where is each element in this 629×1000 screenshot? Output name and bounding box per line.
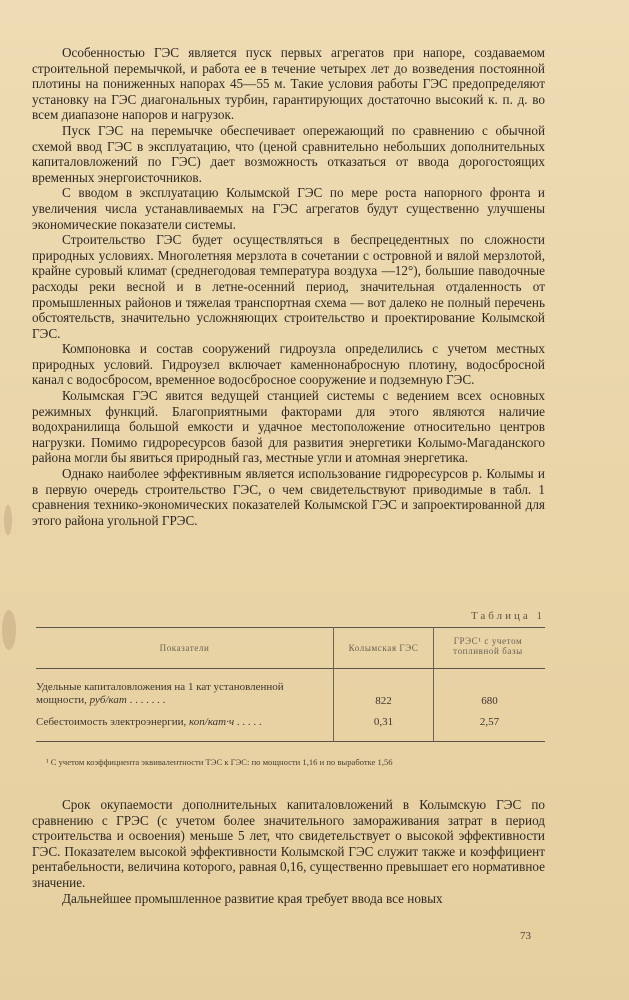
- paragraph: Срок окупаемости дополнительных капиталовложений в Колымскую ГЭС по сравнению с ГРЭС (с учетом более значительного замораживания затрат в период строительства и освоения) меньше 5 лет, что свидетельствует о высокой эффективности ГЭС. Показателем высокой эффективности Колымской ГЭС служит также и коэффициент рентабельности, величина которого, равная 0,16, существенно превышает его нормативное значение.: [32, 797, 545, 890]
- paper-stain: [4, 505, 12, 535]
- paragraph: Строительство ГЭС будет осуществляться в беспрецедентных по сложности природных условиях. Многолетняя мерзлота в сочетании с островной и вялой мерзлотой, крайне суровый климат (среднегодовая температура воздуха —12°), большие паводочные расходы реки весной и в летне-осенний период, значительная отдаленность от промышленных районов и тяжелая транспортная схема — вот далеко не полный перечень обстоятельств, значительно усложняющих строительство и проектирование Колымской ГЭС.: [32, 232, 545, 341]
- table-header-indicators: Показатели: [159, 643, 210, 653]
- table-cell-value: 680: [481, 695, 498, 707]
- table-cell-value: 2,57: [479, 716, 500, 728]
- paragraph: Особенностью ГЭС является пуск первых агрегатов при напоре, создаваемом строительной перемычкой, и работа ее в течение четырех лет до возведения постоянной плотины на пониженных напорах 45—55 м. Такие условия работы ГЭС предопределяют установку на ГЭС диагональных турбин, гарантирующих достаточно высокий к. п. д. во всем диапазоне напоров и нагрузок.: [32, 45, 545, 123]
- paragraph: С вводом в эксплуатацию Колымской ГЭС по мере роста напорного фронта и увеличения числа устанавливаемых на ГЭС агрегатов будут существенно улучшены экономические показатели системы.: [32, 185, 545, 232]
- table-footnote: ¹ С учетом коэффициента эквивалентности ТЭС к ГЭС: по мощности 1,16 и по выработке 1,56: [46, 757, 393, 767]
- page-number: 73: [520, 930, 531, 942]
- body-text-bottom: [32, 797, 545, 906]
- table-bottom-rule: [36, 741, 545, 742]
- table-cell-value: 0,31: [373, 716, 394, 728]
- paragraph: Однако наиболее эффективным является использование гидроресурсов р. Колымы и в первую очередь строительство ГЭС, о чем свидетельствуют приводимые в табл. 1 сравнения технико-экономических показателей Колымской ГЭС и запроектированной для этого района угольной ГРЭС.: [32, 466, 545, 528]
- paragraph: Дальнейшее промышленное развитие края требует ввода все новых: [62, 890, 443, 906]
- table-row-label: Себестоимость электроэнергии, коп/кат·ч . . . . .: [36, 716, 262, 728]
- table-number: Таблица 1: [470, 610, 545, 622]
- paragraph: Колымская ГЭС явится ведущей станцией системы с ведением всех основных режимных функций. Благоприятными факторами для этого являются наличие водохранилища большой емкости и удачное местоположение относительно центров нагрузки. Помимо гидроресурсов базой для развития энергетики Колымо-Магаданского района могли бы явиться природный газ, местные угли и атомная энергетика.: [32, 388, 545, 466]
- paragraph: Компоновка и состав сооружений гидроузла определились с учетом местных природных условий. Гидроузел включает каменнонабросную плотину, водосбросной канал с водосбросом, временное водосбросное сооружение и подземную ГЭС.: [32, 341, 545, 388]
- paper-stain: [2, 610, 16, 650]
- body-text-top: [32, 45, 545, 528]
- table-header-rule: [36, 668, 545, 669]
- table-cell-value: 822: [375, 695, 392, 707]
- table-row-label: Удельные капиталовложения на 1 кат установленной мощности, руб/кат . . . . . . .: [36, 681, 284, 706]
- table-header-kolyma: Колымская ГЭС: [348, 643, 419, 653]
- table-header-gres: ГРЭС¹ с учетом топливной базы: [453, 636, 523, 656]
- paragraph: Пуск ГЭС на перемычке обеспечивает опережающий по сравнению с обычной схемой ввод ГЭС в эксплуатацию, что (ценой сравнительно небольших дополнительных капиталовложений по ГЭС) дает возможность отказаться от ввода дорогостоящих временных энергоисточников.: [32, 122, 545, 185]
- table-top-rule: [36, 627, 545, 628]
